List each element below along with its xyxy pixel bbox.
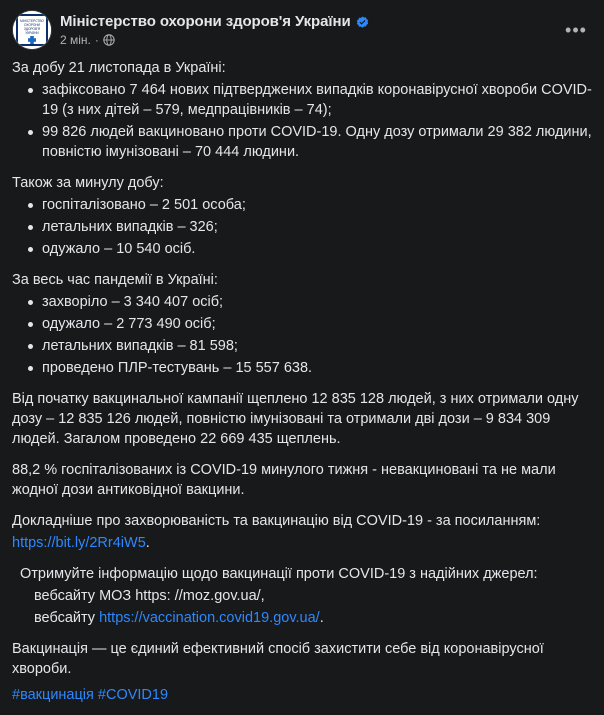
vaccination-website-prefix: вебсайту: [34, 610, 100, 626]
page-name[interactable]: Міністерство охорони здоров'я України: [60, 13, 351, 30]
list-item: зафіксовано 7 464 нових підтверджених випадків коронавірусної хвороби COVID-19 (з них дітей – 579, медпрацівників – 74);: [42, 82, 592, 118]
globe-icon[interactable]: [103, 34, 115, 46]
hashtag-row: [12, 685, 592, 705]
list-also-daily: [12, 195, 592, 259]
hashtag-vaccination[interactable]: #вакцинація: [12, 687, 94, 703]
post-timestamp[interactable]: 2 мін.: [60, 33, 91, 47]
list-daily-stats: [12, 80, 592, 162]
post-options-button[interactable]: •••: [565, 20, 587, 40]
post-header-text: [60, 10, 369, 50]
post-body: [12, 58, 592, 705]
vaccination-portal-link[interactable]: https://vaccination.covid19.gov.ua/: [99, 610, 320, 626]
svg-text:ЗДОРОВ'Я: ЗДОРОВ'Я: [23, 27, 41, 31]
spacer: [12, 261, 592, 270]
paragraph-vaccination-website: [12, 608, 592, 628]
paragraph-pandemic-total: За весь час пандемії в Україні:: [12, 272, 218, 288]
paragraph-hospitalized-share: 88,2 % госпіталізованих із COVID-19 минулого тижня - невакциновані та не мали жодної дози антиковідної вакцини.: [12, 462, 556, 498]
list-item: летальних випадків – 81 598;: [42, 336, 592, 356]
paragraph-conclusion: Вакцинація — це єдиний ефективний спосіб захистити себе від коронавірусної хвороби.: [12, 641, 544, 677]
list-item: одужало – 2 773 490 осіб;: [42, 314, 592, 334]
link-period: .: [145, 535, 150, 551]
spacer: [12, 380, 592, 389]
meta-separator: ·: [94, 33, 99, 47]
list-item: одужало – 10 540 осіб.: [42, 239, 592, 259]
post-header: [12, 10, 592, 50]
spacer: [12, 630, 592, 639]
paragraph-link-line: [12, 533, 592, 553]
vaccination-website-period: .: [319, 610, 324, 626]
paragraph-more-info: Докладніше про захворюваність та вакцинацію від COVID-19 - за посиланням:: [12, 513, 541, 529]
paragraph-daily-intro: За добу 21 листопада в Україні:: [12, 60, 226, 76]
list-pandemic-total: [12, 292, 592, 378]
svg-text:УКРАЇНИ: УКРАЇНИ: [25, 31, 39, 35]
spacer: [12, 451, 592, 460]
post-meta: [60, 33, 369, 47]
verified-badge-icon: [356, 16, 369, 29]
paragraph-vaccination-campaign: Від початку вакцинальної кампанії щеплено 12 835 128 людей, з них отримали одну дозу – 12 835 126 людей, повністю імунізовані та отримали дві дози – 9 834 309 людей. Загалом проведено 22 669 435 щеплень.: [12, 391, 579, 447]
spacer: [12, 555, 592, 564]
hashtag-covid19[interactable]: #COVID19: [97, 687, 169, 703]
bitly-link[interactable]: https://bit.ly/2Rr4iW5: [12, 535, 146, 551]
spacer: [12, 502, 592, 511]
paragraph-moz-website: вебсайту МОЗ https: //moz.gov.ua/,: [34, 588, 265, 604]
ministry-logo-icon: [13, 11, 51, 49]
svg-text:ОХОРОНИ: ОХОРОНИ: [24, 23, 40, 27]
list-item: летальних випадків – 326;: [42, 217, 592, 237]
list-item: 99 826 людей вакциновано проти COVID-19. Одну дозу отримали 29 382 людини, повністю імунізовані – 70 444 людини.: [42, 124, 592, 160]
avatar[interactable]: [12, 10, 52, 50]
spacer: [12, 164, 592, 173]
list-item: захворіло – 3 340 407 осіб;: [42, 292, 592, 312]
page-name-row: [60, 13, 369, 31]
paragraph-reliable-sources: Отримуйте інформацію щодо вакцинації проти COVID-19 з надійних джерел:: [20, 566, 538, 582]
list-item: проведено ПЛР-тестувань – 15 557 638.: [42, 358, 592, 378]
list-item: госпіталізовано – 2 501 особа;: [42, 195, 592, 215]
paragraph-also-daily: Також за минулу добу:: [12, 175, 164, 191]
svg-text:МІНІСТЕРСТВО: МІНІСТЕРСТВО: [20, 19, 44, 23]
